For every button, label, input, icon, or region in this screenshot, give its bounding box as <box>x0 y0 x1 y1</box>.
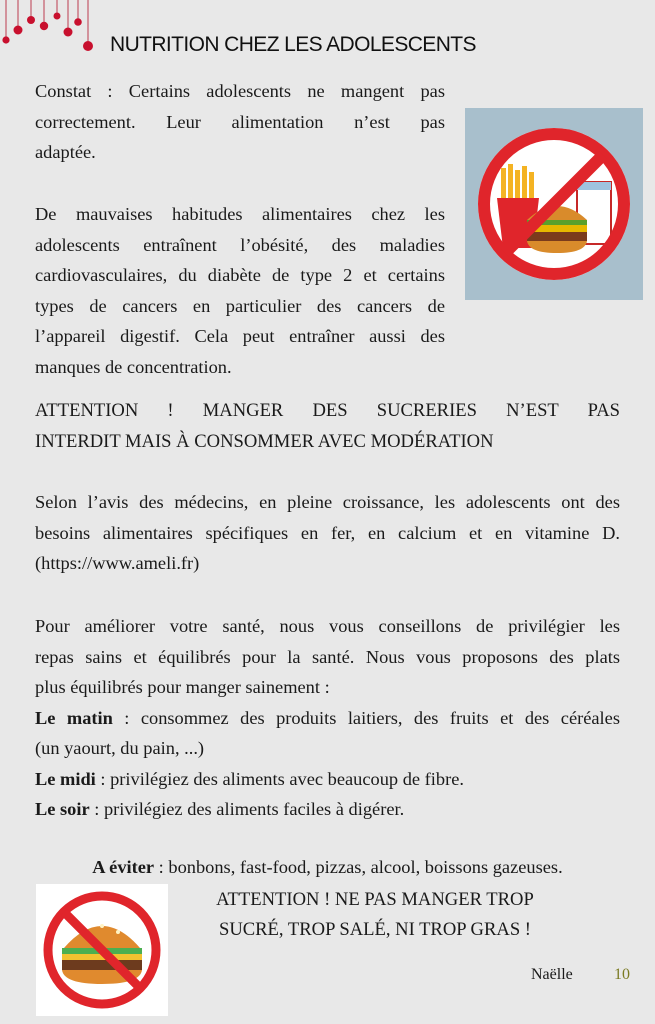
page-title: NUTRITION CHEZ LES ADOLESCENTS <box>110 33 476 56</box>
no-burger-icon <box>36 884 168 1016</box>
source-link[interactable]: (https://www.ameli.fr) <box>35 553 200 573</box>
evening-advice: Le soir : privilégiez des aliments faciles à digérer. <box>35 799 405 819</box>
foods-to-avoid: A éviter : bonbons, fast-food, pizzas, alcool, boissons gazeuses. <box>92 857 563 877</box>
habits-paragraph: De mauvaises habitudes alimentaires chez les adolescents entraînent l’obésité, des maladies cardiovasculaires, du diabète de type 2 et certains types de cancers en particulier des cancers de l’appareil digestif. Cela peut entraîner aussi des manques de concentration. <box>35 204 445 377</box>
no-burger-image <box>36 884 168 1016</box>
christmas-ornaments <box>0 0 100 60</box>
sweets-warning: ATTENTION ! MANGER DES SUCRERIES N’EST PAS INTERDIT MAIS À CONSOMMER AVEC MODÉRATION <box>35 400 620 452</box>
no-junk-food-image <box>465 108 643 300</box>
constat-paragraph: Constat : Certains adolescents ne mangent pas correctement. Leur alimentation n’est pas adaptée. <box>35 81 445 162</box>
advice-paragraph: Pour améliorer votre santé, nous vous conseillons de privilégier les repas sains et équilibrés pour la santé. Nous vous proposons des plats plus équilibrés pour manger sainement : Le matin : consommez des produits laitiers, des fruits et des céréales (un yaourt, du pain, ...) Le midi : privilégiez des aliments avec beaucoup de fibre. Le soir : privilégiez des aliments faciles à digérer. <box>35 611 620 825</box>
final-warning: ATTENTION ! NE PAS MANGER TROP SUCRÉ, TROP SALÉ, NI TROP GRAS ! <box>216 889 534 940</box>
author-name: Naëlle <box>531 966 573 983</box>
noon-advice: Le midi : privilégiez des aliments avec beaucoup de fibre. <box>35 768 464 789</box>
page-number: 10 <box>614 966 630 983</box>
doctors-paragraph: Selon l’avis des médecins, en pleine croissance, les adolescents ont des besoins alimentaires spécifiques en fer, en calcium et en vitamine D. (https://www.ameli.fr) <box>35 487 620 579</box>
no-junk-food-icon <box>465 108 643 300</box>
morning-advice: Le matin : consommez des produits laitiers, des fruits et des céréales <box>35 707 620 728</box>
